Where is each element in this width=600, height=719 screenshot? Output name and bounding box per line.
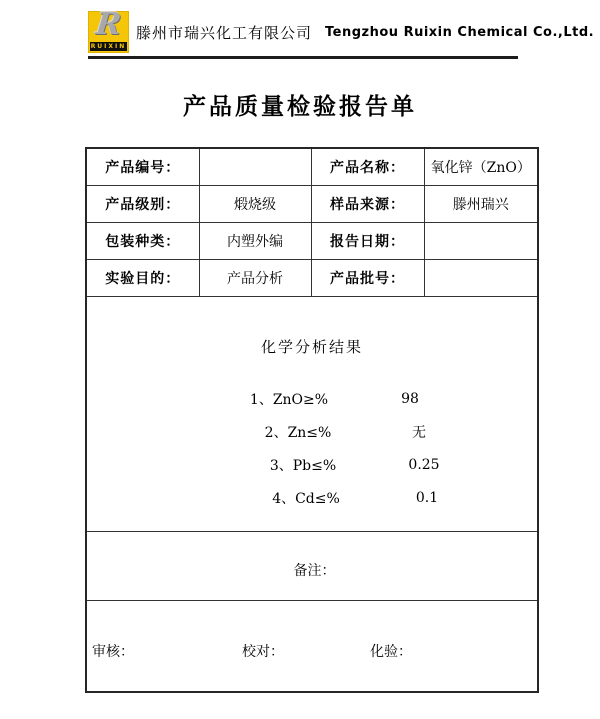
company-name-english: Tengzhou Ruixin Chemical Co.,Ltd.	[325, 24, 595, 40]
sample-source-label: 样品来源：	[311, 186, 424, 223]
report-date-value	[424, 223, 538, 260]
page-title: 产品质量检验报告单	[183, 94, 417, 120]
analysis-item-value: 0.25	[408, 457, 440, 473]
analysis-list	[87, 383, 537, 515]
table-row	[86, 186, 538, 223]
packing-type-label: 包装种类：	[86, 223, 199, 260]
batch-no-label: 产品批号：	[311, 260, 424, 297]
analysis-item-value: 98	[401, 391, 419, 407]
test-purpose-label: 实验目的：	[86, 260, 199, 297]
product-grade-label: 产品级别：	[86, 186, 199, 223]
remarks-label: 备注：	[293, 562, 336, 579]
remarks-row	[86, 532, 538, 601]
product-no-label: 产品编号：	[86, 148, 199, 186]
tester-label: 化验：	[370, 644, 412, 660]
signatures-row	[86, 601, 538, 693]
signatures-section	[86, 601, 538, 693]
analysis-section	[86, 297, 538, 532]
analysis-item-name: 4、Cd≤%	[272, 491, 340, 507]
analysis-item-name: 1、ZnO≥%	[249, 392, 329, 408]
company-logo	[88, 7, 129, 53]
analysis-item-value: 无	[412, 425, 426, 441]
logo-brand-strip	[90, 42, 127, 51]
remarks-section	[86, 532, 538, 601]
logo-brand-text: RUIXIN	[90, 42, 127, 50]
product-grade-value: 煅烧级	[199, 186, 311, 223]
analysis-item	[87, 449, 537, 482]
table-row	[86, 148, 538, 186]
analysis-item	[87, 416, 537, 449]
analysis-item-name: 2、Zn≤%	[264, 425, 332, 441]
product-name-label: 产品名称：	[311, 148, 424, 186]
logo-r-icon: R	[94, 7, 123, 42]
report-date-label: 报告日期：	[311, 223, 424, 260]
product-no-value	[199, 148, 311, 186]
analysis-row	[86, 297, 538, 532]
table-row	[86, 223, 538, 260]
table-row	[86, 260, 538, 297]
analysis-section-title: 化学分析结果	[260, 337, 363, 356]
reviewer-label: 审核：	[92, 644, 134, 660]
analysis-item-name: 3、Pb≤%	[269, 458, 337, 474]
report-table	[85, 147, 539, 693]
sample-source-value: 滕州瑞兴	[424, 186, 538, 223]
proofreader-label: 校对：	[242, 644, 284, 660]
company-name-chinese: 滕州市瑞兴化工有限公司	[136, 23, 313, 42]
analysis-item	[87, 383, 537, 416]
batch-no-value	[424, 260, 538, 297]
analysis-item	[87, 482, 537, 515]
packing-type-value: 内塑外编	[199, 223, 311, 260]
analysis-item-value: 0.1	[415, 490, 439, 506]
product-name-value: 氧化锌（ZnO）	[424, 148, 538, 186]
test-purpose-value: 产品分析	[199, 260, 311, 297]
document-header	[88, 7, 595, 59]
